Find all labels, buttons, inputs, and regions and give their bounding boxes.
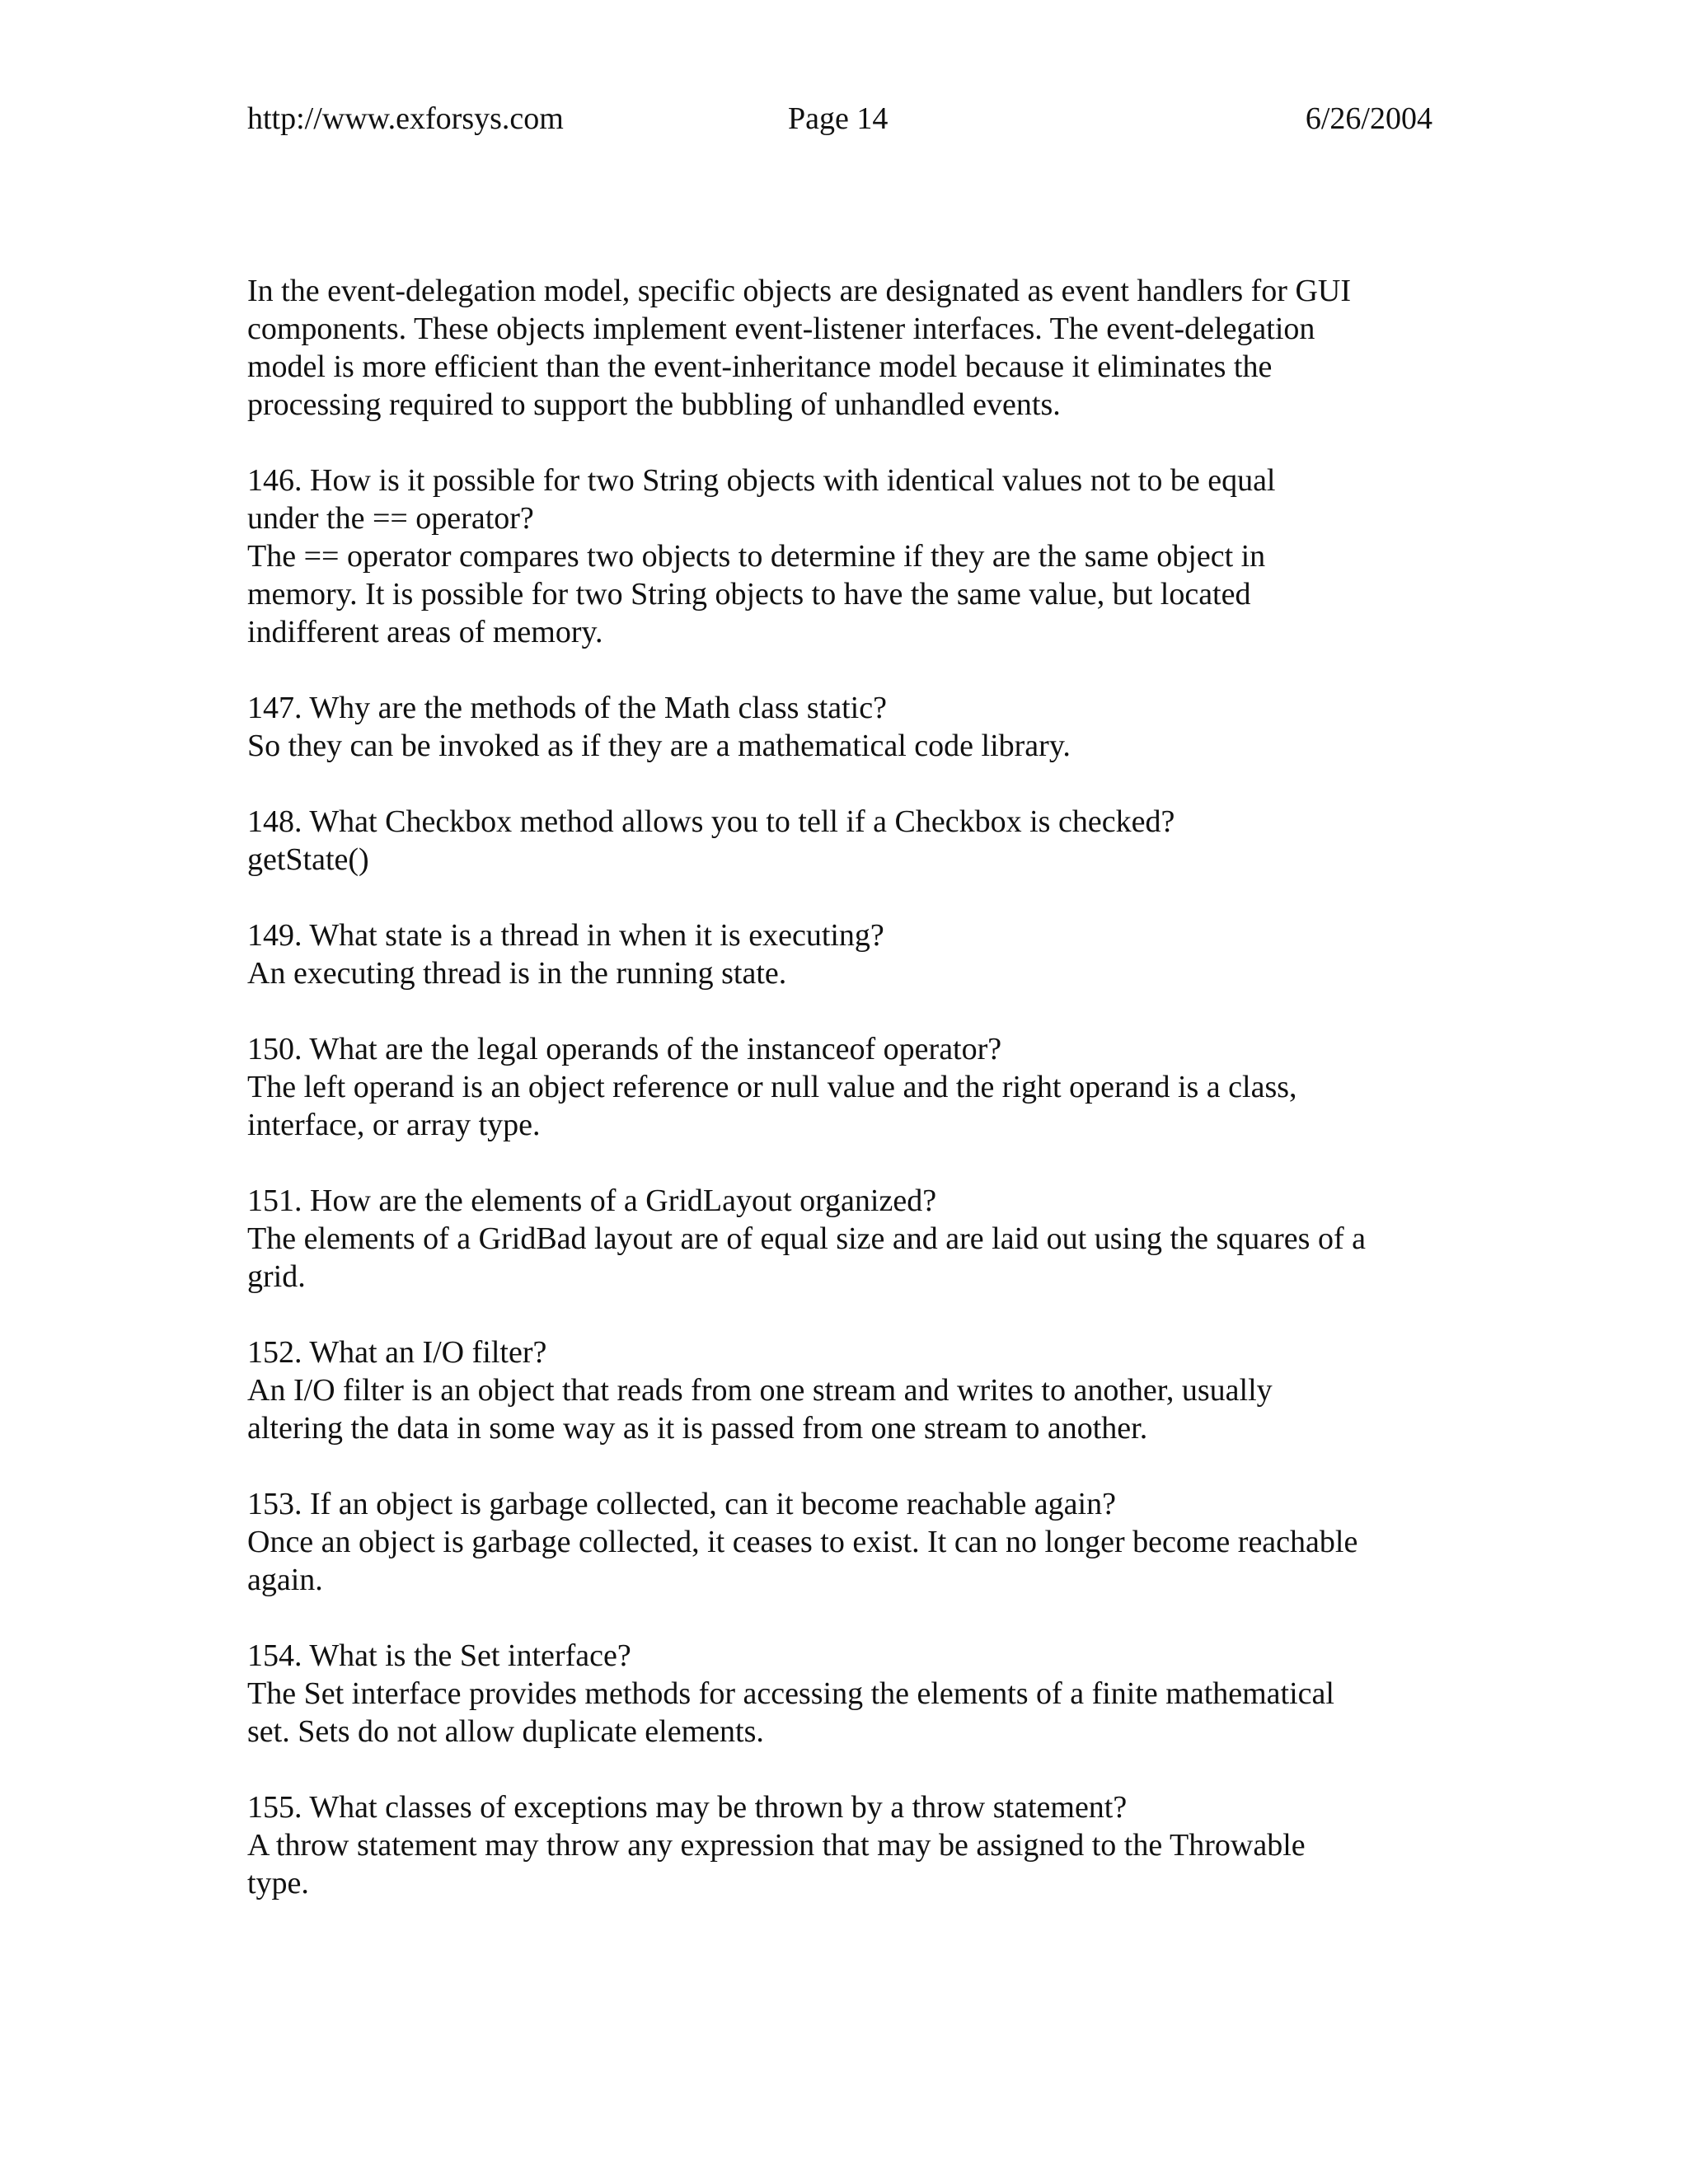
header-url: http://www.exforsys.com — [247, 101, 564, 136]
question-text: 146. How is it possible for two String objects with identical values not to be equal — [247, 463, 1276, 498]
page-header — [247, 97, 1432, 140]
qa-item-152 — [247, 1333, 1442, 1447]
question-text: 147. Why are the methods of the Math class static? — [247, 691, 887, 725]
answer-text: So they can be invoked as if they are a mathematical code library. — [247, 729, 1071, 763]
answer-text: again. — [247, 1563, 323, 1597]
question-text: under the == operator? — [247, 501, 534, 536]
document-body — [247, 272, 1442, 1940]
question-text: 148. What Checkbox method allows you to tell if a Checkbox is checked? — [247, 804, 1175, 839]
answer-text: memory. It is possible for two String objects to have the same value, but located — [247, 577, 1251, 612]
answer-text: The left operand is an object reference or null value and the right operand is a class, — [247, 1070, 1297, 1104]
qa-item-148 — [247, 803, 1442, 879]
question-text: 149. What state is a thread in when it is executing? — [247, 918, 884, 953]
question-text: 154. What is the Set interface? — [247, 1638, 631, 1673]
qa-item-155 — [247, 1788, 1442, 1902]
qa-item-147 — [247, 689, 1442, 765]
question-text: 152. What an I/O filter? — [247, 1335, 547, 1370]
text-line: In the event-delegation model, specific objects are designated as event handlers for GUI — [247, 274, 1351, 308]
answer-text: set. Sets do not allow duplicate elements. — [247, 1714, 764, 1749]
answer-text: An executing thread is in the running state. — [247, 956, 787, 991]
answer-text: The elements of a GridBad layout are of equal size and are laid out using the squares of a — [247, 1221, 1366, 1256]
question-text: 153. If an object is garbage collected, can it become reachable again? — [247, 1487, 1116, 1521]
answer-text: grid. — [247, 1259, 306, 1294]
text-line: components. These objects implement event-listener interfaces. The event-delegation — [247, 312, 1315, 346]
question-text: 155. What classes of exceptions may be thrown by a throw statement? — [247, 1790, 1128, 1825]
answer-text: altering the data in some way as it is passed from one stream to another. — [247, 1411, 1148, 1446]
question-text: 151. How are the elements of a GridLayout organized? — [247, 1183, 937, 1218]
qa-item-151 — [247, 1182, 1442, 1296]
qa-item-149 — [247, 916, 1442, 992]
qa-item-150 — [247, 1030, 1442, 1144]
answer-text: getState() — [247, 842, 369, 877]
answer-text: The == operator compares two objects to determine if they are the same object in — [247, 539, 1266, 574]
header-page-number: Page 14 — [788, 101, 889, 136]
answer-text: Once an object is garbage collected, it ceases to exist. It can no longer become reachable — [247, 1525, 1358, 1559]
intro-paragraph — [247, 272, 1442, 424]
qa-item-153 — [247, 1485, 1442, 1599]
answer-text: An I/O filter is an object that reads from one stream and writes to another, usually — [247, 1373, 1273, 1408]
answer-text: The Set interface provides methods for accessing the elements of a finite mathematical — [247, 1676, 1334, 1711]
answer-text: type. — [247, 1866, 309, 1900]
text-line: processing required to support the bubbling of unhandled events. — [247, 387, 1061, 422]
qa-item-146 — [247, 462, 1442, 651]
qa-item-154 — [247, 1637, 1442, 1750]
text-line: model is more efficient than the event-inheritance model because it eliminates the — [247, 349, 1273, 384]
answer-text: indifferent areas of memory. — [247, 615, 603, 649]
header-date: 6/26/2004 — [1305, 101, 1432, 136]
answer-text: interface, or array type. — [247, 1108, 541, 1142]
question-text: 150. What are the legal operands of the instanceof operator? — [247, 1032, 1002, 1066]
answer-text: A throw statement may throw any expression that may be assigned to the Throwable — [247, 1828, 1306, 1863]
